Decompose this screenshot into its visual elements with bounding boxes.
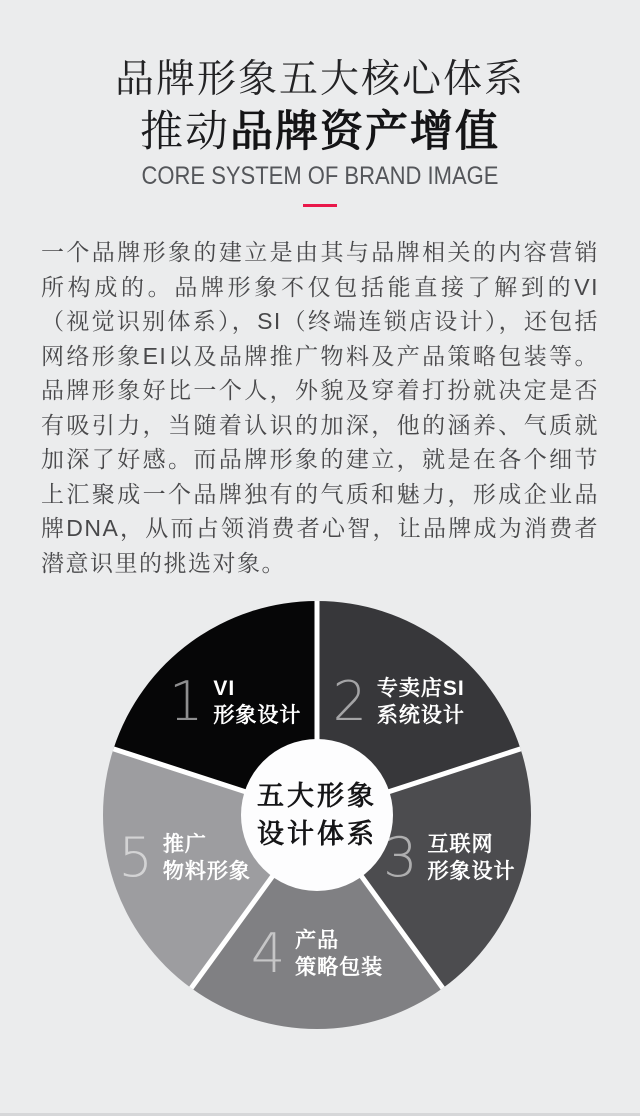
- slice-label-1: [169, 670, 302, 734]
- slice-number-4: 4: [250, 922, 286, 986]
- five-systems-donut-chart: [97, 595, 537, 1035]
- slice-text-4: 产品 策略包装: [295, 929, 384, 980]
- subtitle-light-part: 推动: [140, 108, 230, 156]
- english-subtitle: CORE SYSTEM OF BRAND IMAGE: [141, 162, 499, 190]
- slice-number-2: 2: [332, 670, 367, 734]
- slice-label-5: [118, 825, 251, 889]
- slice-text-3: 互联网 形象设计: [427, 832, 516, 883]
- slice-text-5: 推广 物料形象: [162, 832, 251, 883]
- slice-label-2: [332, 670, 465, 734]
- slice-text-2: 专卖店SI 系统设计: [376, 677, 465, 728]
- center-label-line1: 五大形象: [257, 781, 377, 811]
- subtitle-bold-part: 品牌资产增值: [230, 108, 500, 156]
- slice-label-3: [383, 825, 516, 889]
- slice-number-3: 3: [383, 825, 418, 889]
- slice-label-4: [250, 922, 384, 986]
- center-label-line2: 设计体系: [257, 819, 377, 849]
- intro-paragraph: 一个品牌形象的建立是由其与品牌相关的内容营销所构成的。品牌形象不仅包括能直接了解到的VI（视觉识别体系），SI（终端连锁店设计），还包括网络形象EI以及品牌推广物料及产品策略包装等。品牌形象好比一个人，外貌及穿着打扮就决定是否有吸引力，当随着认识的加深，他的涵养、气质就加深了好感。而品牌形象的建立，就是在各个细节上汇聚成一个品牌独有的气质和魅力，形成企业品牌DNA，从而占领消费者心智，让品牌成为消费者潜意识里的挑选对象。: [41, 239, 599, 576]
- header: [0, 0, 640, 207]
- page-subtitle: [0, 106, 640, 158]
- chart-center-label: [257, 777, 377, 853]
- slice-text-1: VI 形象设计: [213, 677, 302, 728]
- slice-number-5: 5: [118, 825, 153, 889]
- slice-number-1: 1: [169, 670, 204, 734]
- page-title: 品牌形象五大核心体系: [114, 58, 525, 101]
- red-divider: [303, 204, 337, 207]
